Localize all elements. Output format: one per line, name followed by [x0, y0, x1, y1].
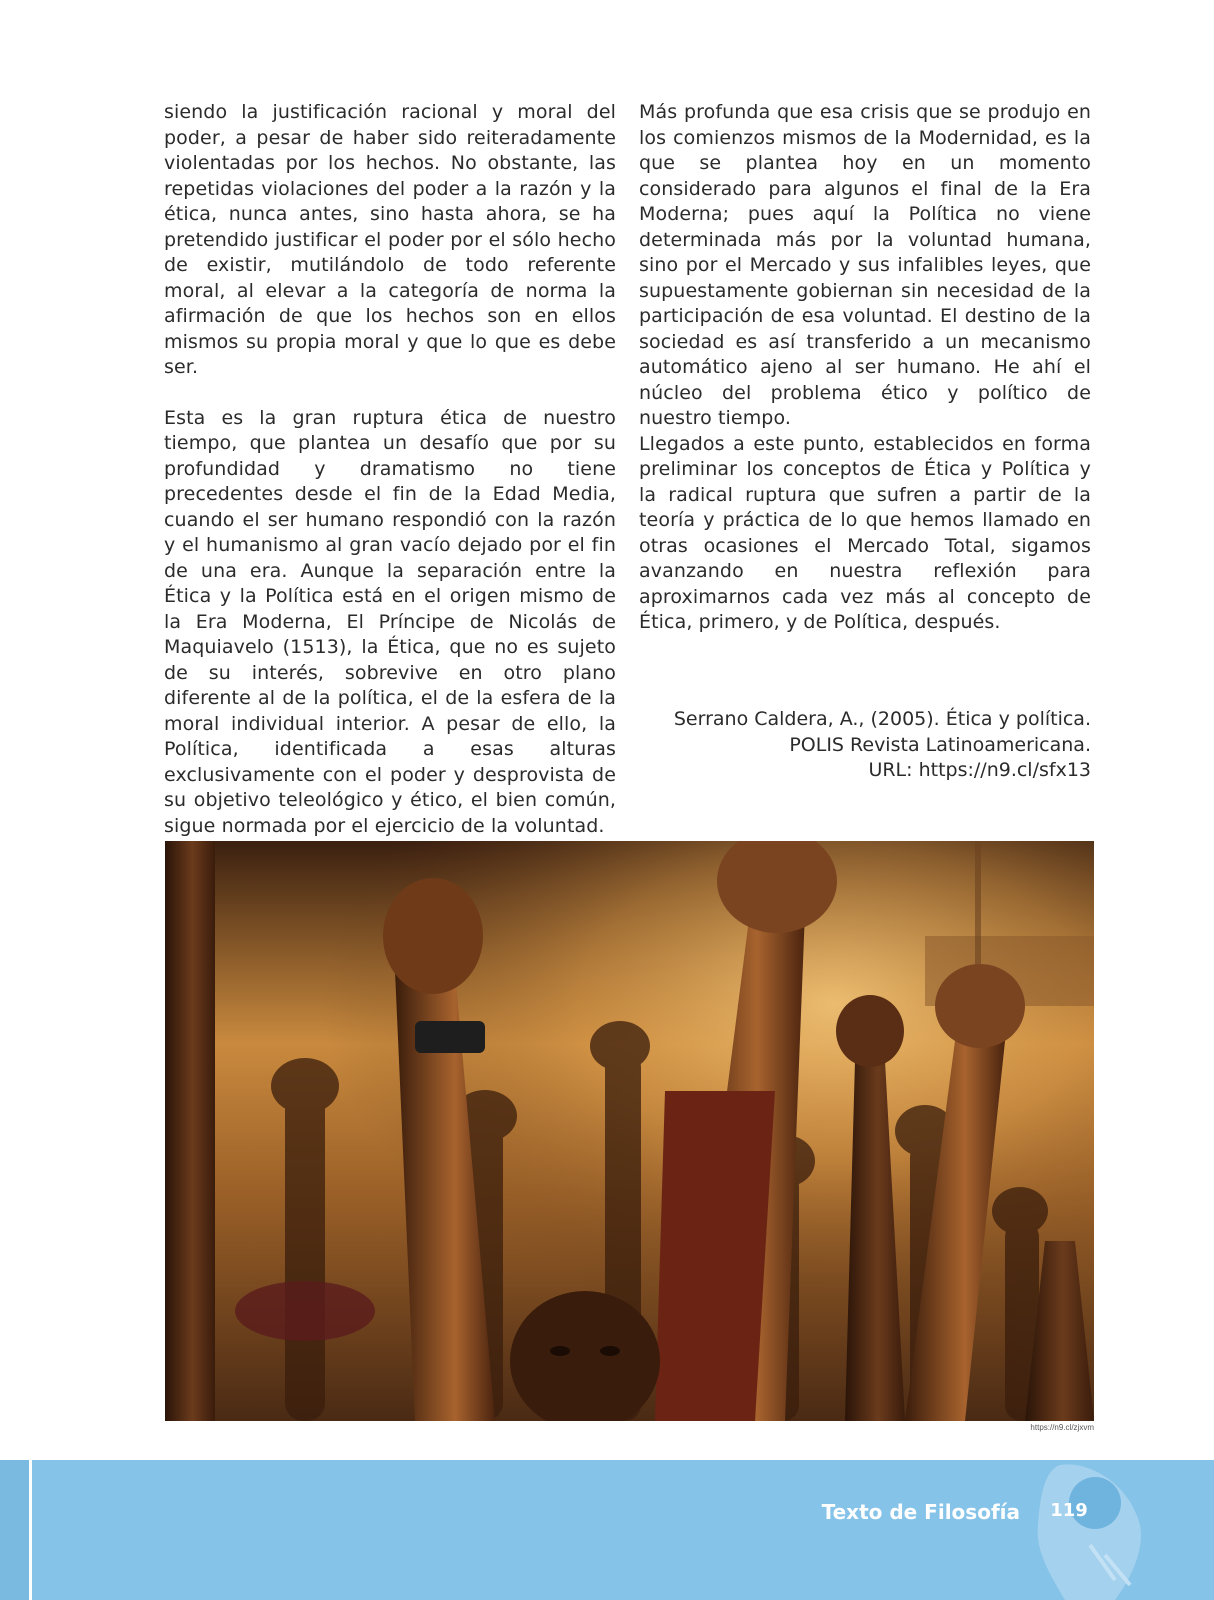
right-paragraph-1: Más profunda que esa crisis que se produjo en los comienzos mismos de la Modernidad, es la que se plantea hoy en un momento considerado para algunos el final de la Era Moderna; pues aquí la Política no viene determinada más por la voluntad humana, sino por el Mercado y sus infalibles leyes, que supuestamente gobiernan sin necesidad de la participación de esa voluntad. El destino de la sociedad es así transferido a un mecanismo automático ajeno al ser humano. He ahí el núcleo del problema ético y político de nuestro tiempo. [639, 101, 1091, 429]
photo-illustration [165, 841, 1094, 1421]
footer-side-stripe [0, 1460, 30, 1600]
left-column [164, 100, 616, 839]
footer-stripe-divider [29, 1460, 32, 1600]
left-paragraph-2: Esta es la gran ruptura ética de nuestro tiempo, que plantea un desafío que por su profundidad y dramatismo no tiene precedentes desde el fin de la Edad Media, cuando el ser humano respondió con la razón y el humanismo al gran vacío dejado por el fin de una era. Aunque la separación entre la Ética y la Política está en el origen mismo de la Era Moderna, El Príncipe de Nicolás de Maquiavelo (1513), la Ética, que no es sujeto de su interés, sobrevive en otro plano diferente al de la política, el de la esfera de la moral individual interior. A pesar de ello, la Política, identificada a esas alturas exclusivamente con el poder y desprovista de su objetivo teleológico y ético, el bien común, sigue normada por el ejercicio de la voluntad. [164, 406, 616, 837]
citation-line-3: URL: https://n9.cl/sfx13 [868, 759, 1091, 781]
citation-line-1: Serrano Caldera, A., (2005). Ética y política. [673, 708, 1091, 730]
footer-book-title: Texto de Filosofía [821, 1500, 1020, 1524]
protest-raised-fists-photo [165, 841, 1094, 1421]
page-number: 119 [1050, 1500, 1088, 1521]
right-paragraph-2: Llegados a este punto, establecidos en forma preliminar los conceptos de Ética y Política y la radical ruptura que sufren a partir de la teoría y práctica de lo que hemos llamado en otras ocasiones el Mercado Total, sigamos avanzando en nuestra reflexión para aproximarnos cada vez más al concepto de Ética, primero, y de Política, después. [639, 432, 1091, 633]
left-paragraph-1: siendo la justificación racional y moral del poder, a pesar de haber sido reiteradamente violentadas por los hechos. No obstante, las repetidas violaciones del poder a la razón y la ética, nunca antes, sino hasta ahora, se ha pretendido justificar el poder por el sólo hecho de existir, mutilándolo de todo referente moral, al elevar a la categoría de norma la afirmación de que los hechos son en ellos mismos su propia moral y que lo que es debe ser. [164, 101, 616, 378]
citation [639, 707, 1091, 784]
paragraph-gap [164, 381, 616, 406]
right-column [639, 100, 1091, 636]
photo-credit: https://n9.cl/zjxvm [1030, 1423, 1094, 1432]
citation-line-2: POLIS Revista Latinoamericana. [789, 733, 1091, 756]
